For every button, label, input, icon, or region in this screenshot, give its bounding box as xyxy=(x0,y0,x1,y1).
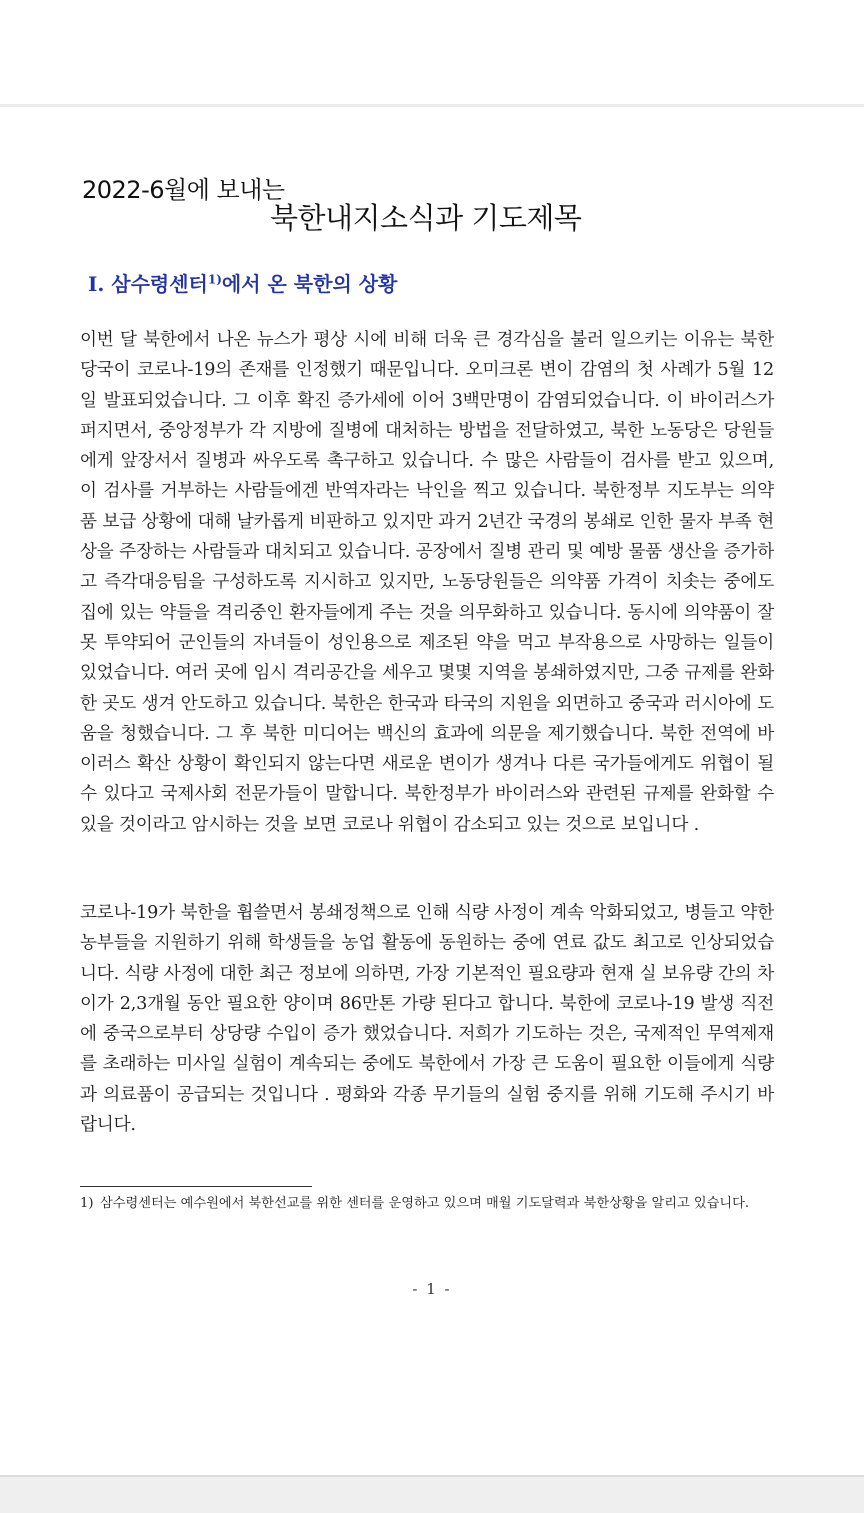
page-separator-bottom xyxy=(0,1475,864,1513)
document-title: 북한내지소식과 기도제목 xyxy=(270,201,582,235)
body-paragraph-1: 이번 달 북한에서 나온 뉴스가 평상 시에 비해 더욱 큰 경각심을 불러 일으키는 이유는 북한 당국이 코로나-19의 존재를 인정했기 때문입니다. 오미크론 변이 감염의 첫 사례가 5월 12일 발표되었습니다. 그 이후 확진 증가세에 이어 3백만명이 감염되었습니다. 이 바이러스가 퍼지면서, 중앙정부가 각 지방에 질병에 대처하는 방법을 전달하였고, 북한 노동당은 당원들에게 앞장서서 질병과 싸우도록 촉구하고 있습니다. 수 많은 사람들이 검사를 받고 있으며, 이 검사를 거부하는 사람들에겐 반역자라는 낙인을 찍고 있습니다. 북한정부 지도부는 의약품 보급 상황에 대해 날카롭게 비판하고 있지만 과거 2년간 국경의 봉쇄로 인한 물자 부족 현상을 주장하는 사람들과 대치되고 있습니다. 공장에서 질병 관리 및 예방 물품 생산을 증가하고 즉각대응팀을 구성하도록 지시하고 있지만, 노동당원들은 의약품 가격이 치솟는 중에도 집에 있는 약들을 격리중인 환자들에게 주는 것을 의무화하고 있습니다. 동시에 의약품이 잘못 투약되어 군인들의 자녀들이 성인용으로 제조된 약을 먹고 부작용으로 사망하는 일들이 있었습니다. 여러 곳에 임시 격리공간을 세우고 몇몇 지역을 봉쇄하였지만, 그중 규제를 완화한 곳도 생겨 안도하고 있습니다. 북한은 한국과 타국의 지원을 외면하고 중국과 러시아에 도움을 청했습니다. 그 후 북한 미디어는 백신의 효과에 의문을 제기했습니다. 북한 전역에 바이러스 확산 상황이 확인되지 않는다면 새로운 변이가 생겨나 다른 국가들에게도 위협이 될 수 있다고 국제사회 전문가들이 말합니다. 북한정부가 바이러스와 관련된 규제를 완화할 수 있을 것이라고 암시하는 것을 보면 코로나 위협이 감소되고 있는 것으로 보입니다 . xyxy=(80,330,774,835)
footnote-divider xyxy=(80,1186,312,1187)
page-number: - 1 - xyxy=(412,1280,452,1298)
section-heading-text: Ⅰ. 삼수령센터 xyxy=(88,272,208,296)
document-subtitle: 2022-6월에 보내는 xyxy=(82,176,285,204)
footnote-reference[interactable]: 1) xyxy=(207,272,222,287)
body-paragraph-2: 코로나-19가 북한을 휩쓸면서 봉쇄정책으로 인해 식량 사정이 계속 악화되었고, 병들고 약한 농부들을 지원하기 위해 학생들을 농업 활동에 동원하는 중에 연료 값도 최고로 인상되었습니다. 식량 사정에 대한 최근 정보에 의하면, 가장 기본적인 필요량과 현재 실 보유량 간의 차이가 2,3개월 동안 필요한 양이며 86만톤 가량 된다고 합니다. 북한에 코로나-19 발생 직전에 중국으로부터 상당량 수입이 증가 했었습니다. 저희가 기도하는 것은, 국제적인 무역제재를 초래하는 미사일 실험이 계속되는 중에도 북한에서 가장 큰 도움이 필요한 이들에게 식량과 의료품이 공급되는 것입니다 . 평화와 각종 무기들의 실험 중지를 위해 기도해 주시기 바랍니다. xyxy=(80,903,774,1136)
section-heading-rest: 에서 온 북한의 상황 xyxy=(221,272,398,296)
footnote-text: 삼수령센터는 예수원에서 북한선교를 위한 센터를 운영하고 있으며 매월 기도달력과 북한상황을 알리고 있습니다. xyxy=(100,1196,750,1211)
footnote-number: 1) xyxy=(80,1196,94,1211)
footnote xyxy=(80,1194,774,1213)
viewer-top-area xyxy=(0,0,864,105)
section-heading xyxy=(88,268,397,297)
